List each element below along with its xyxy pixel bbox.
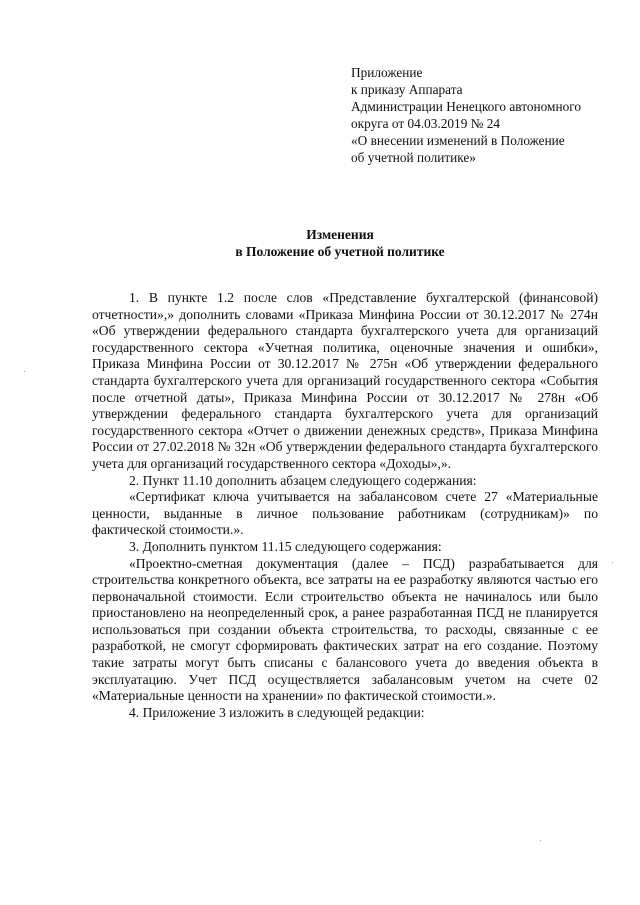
paragraph-item-3: 3. Дополнить пунктом 11.15 следующего содержания: xyxy=(129,538,442,554)
paragraph-item-2: 2. Пункт 11.10 дополнить абзацем следующего содержания: xyxy=(129,472,477,488)
header-line: Приложение xyxy=(351,65,423,80)
header-line: к приказу Аппарата xyxy=(351,82,463,97)
header-line: Администрации Ненецкого автономного xyxy=(351,99,581,114)
header-line: «О внесении изменений в Положение xyxy=(351,133,565,148)
scan-speck xyxy=(540,840,541,841)
appendix-header xyxy=(351,64,581,166)
scan-speck xyxy=(612,562,613,563)
paragraph-item-1: 1. В пункте 1.2 после слов «Представление бухгалтерской (финансовой) отчетности»,» дополнить словами «Приказа Минфина России от 30.12.2017 № 274н «Об утверждении федерального стандарта бухгалтерского учета для организаций государственного сектора «Учетная политика, оценочные значения и ошибки», Приказа Минфина России от 30.12.2017 № 275н «Об утверждении федерального стандарта бухгалтерского учета для организаций государственного сектора «События после отчетной даты», Приказа Минфина России от 30.12.2017 № 278н «Об утверждении федерального стандарта бухгалтерского учета для организаций государственного сектора «Отчет о движении денежных средств», Приказа Минфина России от 27.02.2018 № 32н «Об утверждении федерального стандарта бухгалтерского учета для организаций государственного сектора «Доходы»,». xyxy=(92,290,598,471)
header-line: об учетной политике» xyxy=(351,150,476,165)
document-title: Изменения xyxy=(306,227,374,242)
paragraph-item-4: 4. Приложение 3 изложить в следующей редакции: xyxy=(129,704,425,720)
scan-speck xyxy=(24,371,25,372)
document-body xyxy=(92,290,598,721)
header-line: округа от 04.03.2019 № 24 xyxy=(351,116,500,131)
document-subtitle: в Положение об учетной политике xyxy=(235,244,445,259)
paragraph-quote-2: «Проектно-сметная документация (далее – ПСД) разрабатывается для строительства конкретного объекта, все затраты на ее разработку являются частью его первоначальной стоимости. Если строительство объекта не начиналось или было приостановлено на неопределенный срок, а ранее разработанная ПСД не планируется использоваться при создании объекта строительства, то расходы, связанные с ее разработкой, не смогут сформировать фактических затрат на его создание. Поэтому такие затраты могут быть списаны с балансового учета до введения объекта в эксплуатацию. Учет ПСД осуществляется забалансовым учетом на счете 02 «Материальные ценности на хранении» по фактической стоимости.». xyxy=(92,555,598,704)
paragraph-quote-1: «Сертификат ключа учитывается на забалансовом счете 27 «Материальные ценности, выданные в личное пользование работникам (сотрудникам)» по фактической стоимости.». xyxy=(92,489,598,538)
